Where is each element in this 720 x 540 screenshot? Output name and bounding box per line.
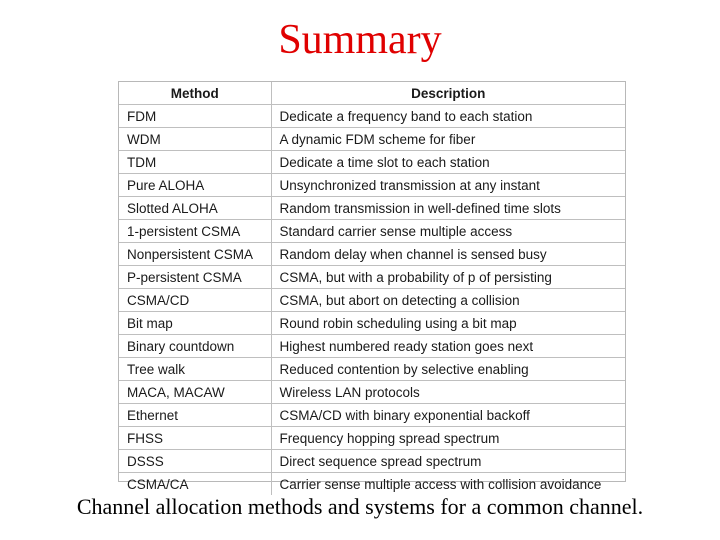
method-cell: WDM [119,128,271,151]
description-cell: Direct sequence spread spectrum [271,450,625,473]
method-cell: Tree walk [119,358,271,381]
description-cell: Random transmission in well-defined time slots [271,197,625,220]
description-cell: CSMA/CD with binary exponential backoff [271,404,625,427]
summary-table [118,81,626,492]
description-cell: Dedicate a time slot to each station [271,151,625,174]
description-cell: A dynamic FDM scheme for fiber [271,128,625,151]
method-cell: Slotted ALOHA [119,197,271,220]
table-row [119,381,625,404]
table-row [119,105,625,128]
table-row [119,312,625,335]
method-cell: TDM [119,151,271,174]
description-cell: Wireless LAN protocols [271,381,625,404]
table-row [119,220,625,243]
method-cell: MACA, MACAW [119,381,271,404]
table-row [119,151,625,174]
method-cell: 1-persistent CSMA [119,220,271,243]
table-row [119,404,625,427]
description-cell: Carrier sense multiple access with collision avoidance [279,476,602,492]
table-row [119,174,625,197]
method-cell: Pure ALOHA [119,174,271,197]
table-row [119,243,625,266]
table-row [119,450,625,473]
table-row [119,289,625,312]
table-row [119,358,625,381]
description-cell: Standard carrier sense multiple access [271,220,625,243]
slide-title: Summary [278,17,442,63]
method-cell: Binary countdown [119,335,271,358]
table-row [119,427,625,450]
method-cell: P-persistent CSMA [119,266,271,289]
table-row [119,473,625,496]
description-cell: CSMA, but abort on detecting a collision [271,289,625,312]
description-cell: Round robin scheduling using a bit map [271,312,625,335]
table-row [119,197,625,220]
method-cell: Bit map [119,312,271,335]
method-cell: DSSS [119,450,271,473]
description-cell: Dedicate a frequency band to each station [271,105,625,128]
description-cell: Random delay when channel is sensed busy [271,243,625,266]
slide-caption: Channel allocation methods and systems for a common channel. [76,494,644,519]
method-cell: CSMA/CD [119,289,271,312]
method-cell: CSMA/CA [119,473,271,496]
method-cell: Ethernet [119,404,271,427]
method-cell: Nonpersistent CSMA [119,243,271,266]
table-header-row [119,82,625,105]
column-header-description: Description [271,82,625,105]
method-cell: FHSS [119,427,271,450]
table-row [119,335,625,358]
description-cell: Reduced contention by selective enabling [271,358,625,381]
description-cell: Frequency hopping spread spectrum [271,427,625,450]
description-cell: CSMA, but with a probability of p of persisting [271,266,625,289]
description-cell: Unsynchronized transmission at any instant [271,174,625,197]
column-header-method: Method [119,82,271,105]
table-row [119,266,625,289]
method-cell: FDM [119,105,271,128]
description-cell: Highest numbered ready station goes next [271,335,625,358]
table-row [119,128,625,151]
